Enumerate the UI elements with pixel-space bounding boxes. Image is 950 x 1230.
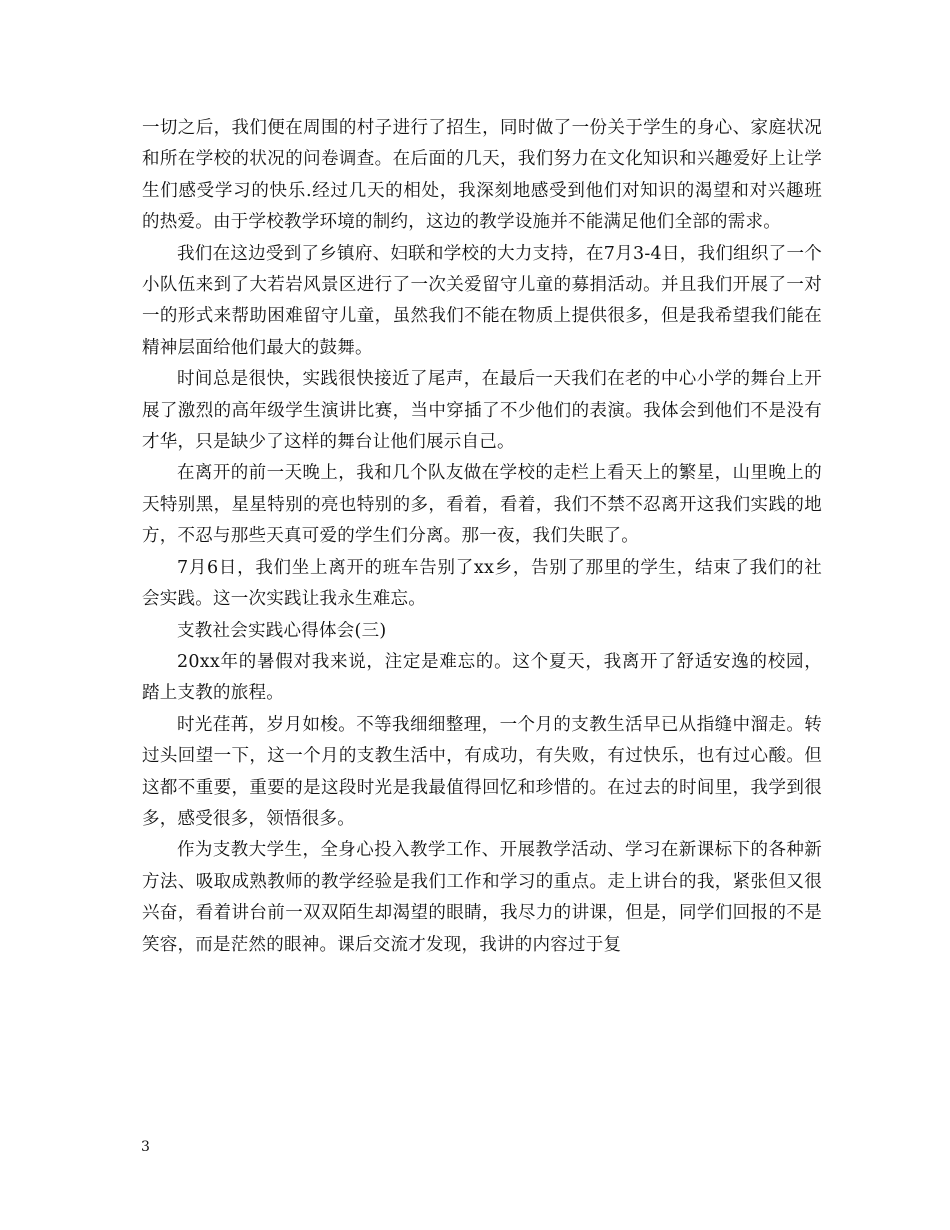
paragraph-6: 20xx年的暑假对我来说，注定是难忘的。这个夏天，我离开了舒适安逸的校园，踏上支教的旅程。	[142, 651, 822, 704]
paragraph-2: 我们在这边受到了乡镇府、妇联和学校的大力支持，在7月3-4日，我们组织了一个小队伍来到了大若岩风景区进行了一次关爱留守儿童的募捐活动。并且我们开展了一对一的形式来帮助困难留守儿童，虽然我们不能在物质上提供很多，但是我希望我们能在精神层面给他们最大的鼓舞。	[142, 243, 822, 358]
paragraph-3: 时间总是很快，实践很快接近了尾声，在最后一天我们在老的中心小学的舞台上开展了激烈的高年级学生演讲比赛，当中穿插了不少他们的表演。我体会到他们不是没有才华，只是缺少了这样的舞台让他们展示自己。	[142, 369, 822, 453]
document-body	[142, 113, 822, 961]
paragraph-1: 一切之后，我们便在周围的村子进行了招生，同时做了一份关于学生的身心、家庭状况和所在学校的状况的问卷调查。在后面的几天，我们努力在文化知识和兴趣爱好上让学生们感受学习的快乐.经过几天的相处，我深刻地感受到他们对知识的渴望和对兴趣班的热爱。由于学校教学环境的制约，这边的教学设施并不能满足他们全部的需求。	[142, 118, 822, 233]
paragraph-7: 时光荏苒，岁月如梭。不等我细细整理，一个月的支教生活早已从指缝中溜走。转过头回望一下，这一个月的支教生活中，有成功，有失败，有过快乐，也有过心酸。但这都不重要，重要的是这段时光是我最值得回忆和珍惜的。在过去的时间里，我学到很多，感受很多，领悟很多。	[142, 714, 822, 829]
paragraph-8: 作为支教大学生，全身心投入教学工作、开展教学活动、学习在新课标下的各种新方法、吸取成熟教师的教学经验是我们工作和学习的重点。走上讲台的我，紧张但又很兴奋，看着讲台前一双双陌生却渴望的眼睛，我尽力的讲课，但是，同学们回报的不是笑容，而是茫然的眼神。课后交流才发现，我讲的内容过于复	[142, 840, 822, 955]
paragraph-5: 7月6日，我们坐上离开的班车告别了xx乡，告别了那里的学生，结束了我们的社会实践。这一次实践让我永生难忘。	[142, 557, 822, 610]
section-heading: 支教社会实践心得体会(三)	[177, 620, 387, 641]
paragraph-4: 在离开的前一天晚上，我和几个队友做在学校的走栏上看天上的繁星，山里晚上的天特别黑，星星特别的亮也特别的多，看着，看着，我们不禁不忍离开这我们实践的地方，不忍与那些天真可爱的学生们分离。那一夜，我们失眠了。	[142, 463, 822, 547]
page-number: 3	[141, 1139, 150, 1155]
